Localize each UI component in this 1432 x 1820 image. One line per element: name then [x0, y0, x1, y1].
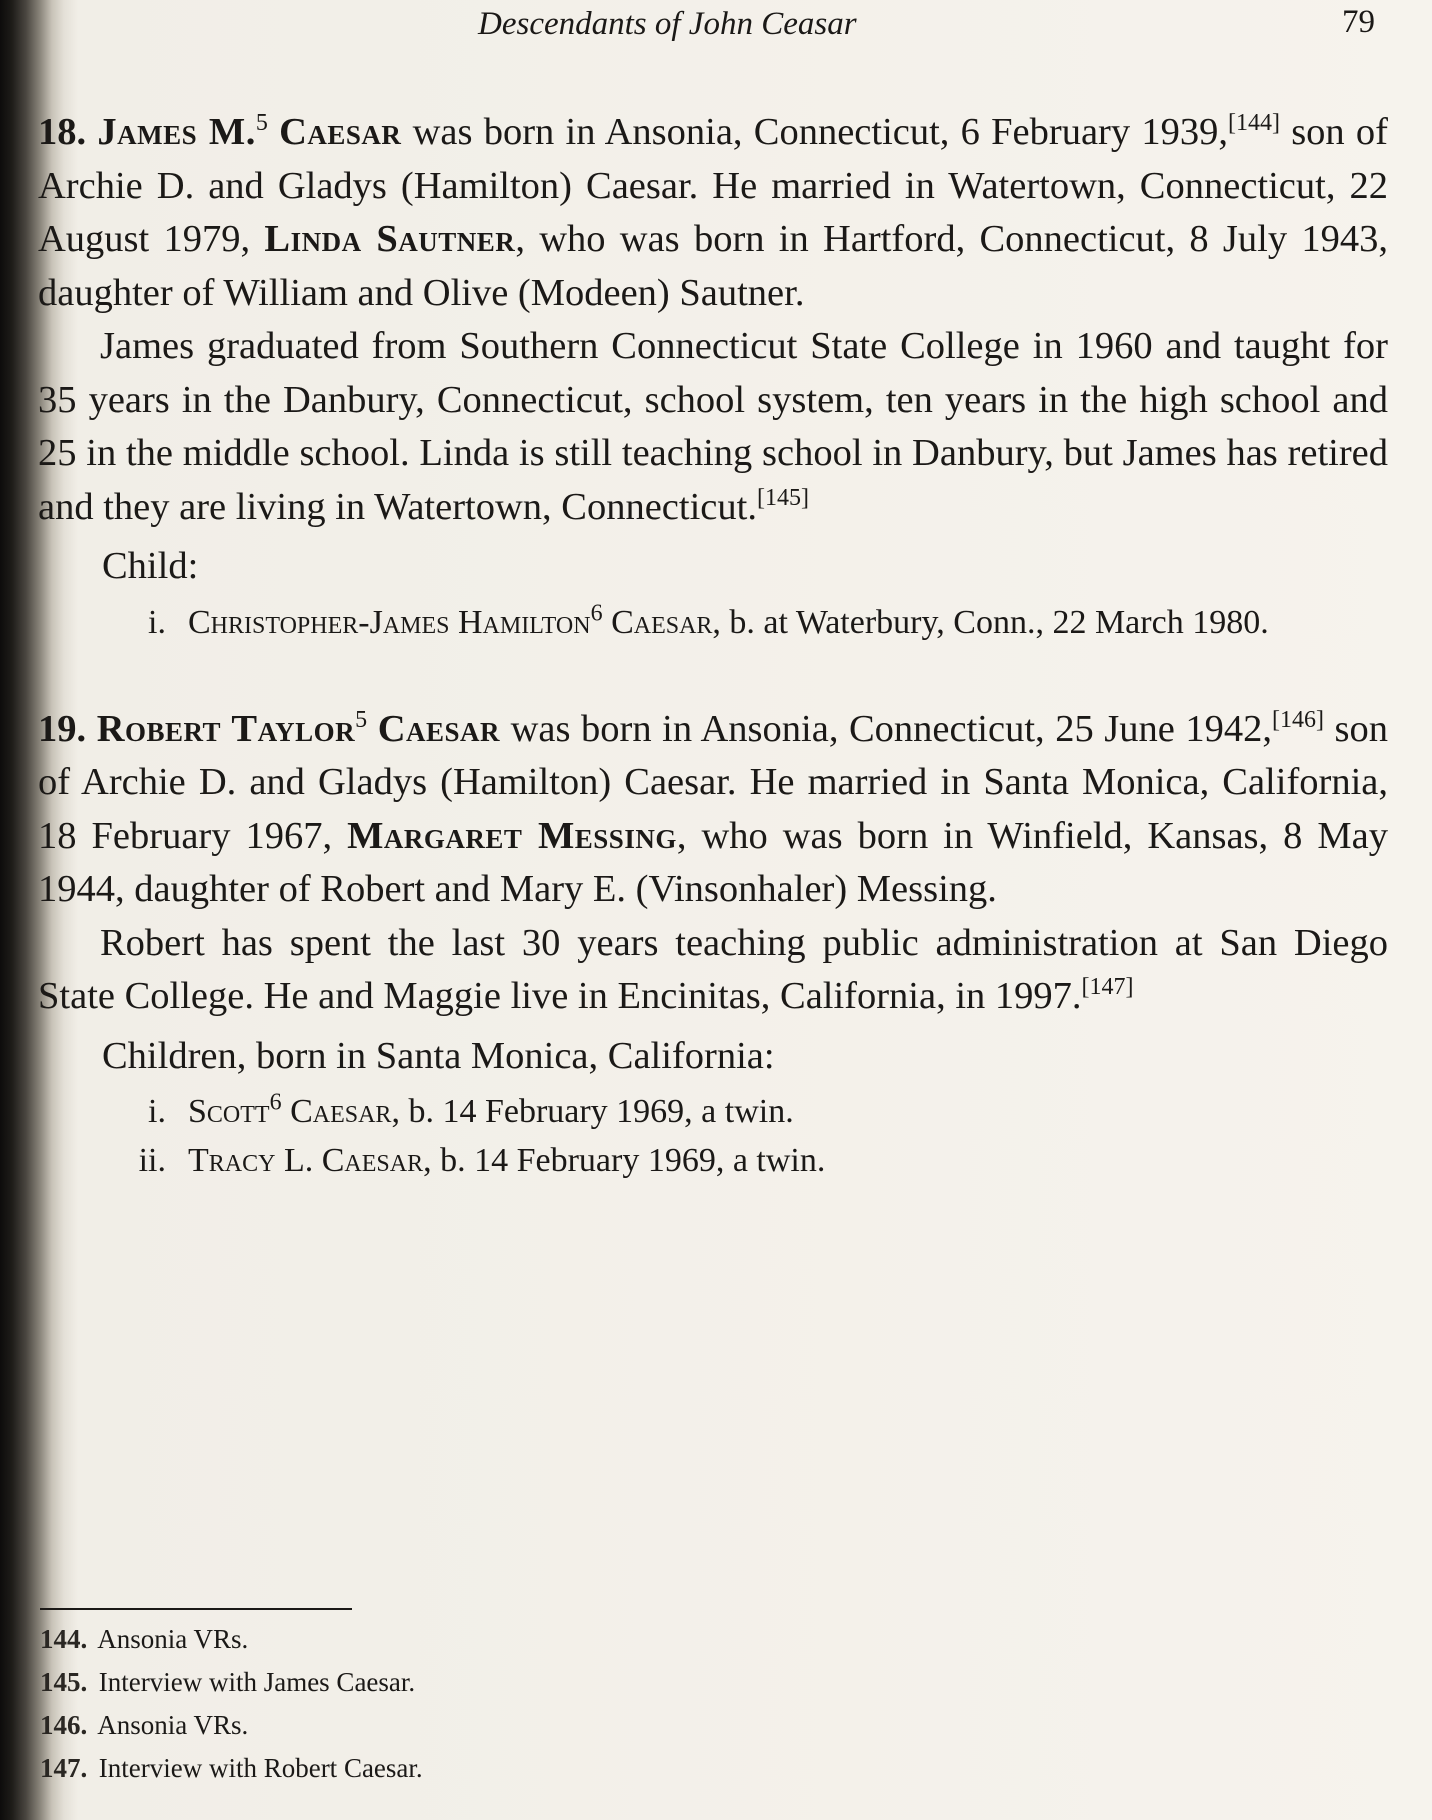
footnote-147 [40, 1747, 740, 1790]
footnote-divider [40, 1608, 352, 1610]
entry-text: , who was born in Hartford, Connecticut, 8 July 1943, daughter of William and Olive (Modeen) Sautner. [38, 218, 1389, 314]
footnote-144 [40, 1618, 740, 1661]
entry-paragraph [38, 703, 1388, 917]
children-heading: Child: [102, 545, 199, 587]
child-given-name: Tracy L. [188, 1142, 314, 1179]
entry-number: 18. [38, 111, 87, 153]
person-name: Robert Taylor [96, 707, 356, 750]
footnote-number: 145. [40, 1667, 88, 1697]
entry-number: 19. [38, 707, 87, 750]
footnote-number: 147. [40, 1753, 88, 1783]
footnote-ref: [146] [1272, 706, 1324, 733]
footnote-ref: [145] [756, 484, 809, 511]
footnote-ref: [147] [1081, 974, 1134, 1001]
child-surname: Caesar [321, 1142, 424, 1179]
children-heading: Children, born in Santa Monica, California: [102, 1034, 775, 1077]
entry-text: was born in Ansonia, Connecticut, 6 February 1939, [401, 111, 1228, 153]
child-details: , b. 14 February 1969, a twin. [423, 1142, 826, 1179]
spouse-name: Linda Sautner [264, 218, 516, 260]
footnote-number: 144. [40, 1624, 88, 1654]
genealogy-entry-18 [38, 106, 1388, 647]
generation-number: 5 [355, 706, 368, 733]
footnote-text: Ansonia VRs. [97, 1710, 249, 1740]
person-name: James M. [97, 111, 256, 153]
entry-paragraph [38, 106, 1388, 320]
child-details: , b. at Waterbury, Conn., 22 March 1980. [712, 603, 1269, 641]
person-surname: Caesar [377, 707, 501, 750]
child-surname: Caesar [290, 1093, 392, 1130]
footnotes [40, 1608, 740, 1790]
entry-text: , who was born in Winfield, Kansas, 8 May 1944, daughter of Robert and Mary E. (Vinsonhaler) Messing. [38, 814, 1388, 910]
child-surname: Caesar [611, 603, 713, 641]
child-roman-numeral: i. [148, 1093, 166, 1130]
child-item [38, 1136, 1378, 1185]
page-body [38, 106, 1388, 1185]
footnote-145 [40, 1661, 740, 1704]
running-title: Descendants of John Ceasar [478, 6, 857, 42]
footnote-146 [40, 1704, 740, 1747]
entry-text: son of Archie D. and Gladys (Hamilton) Caesar. He married in Watertown, Connecticut, 22 August 1979, [38, 111, 1388, 260]
children-list [38, 598, 1388, 647]
child-given-name: Scott [188, 1093, 270, 1130]
entry-paragraph [38, 917, 1388, 1024]
footnote-text: Interview with Robert Caesar. [98, 1753, 423, 1783]
child-item [38, 598, 1378, 647]
child-given-name: Christopher-James Hamilton [188, 603, 591, 641]
child-roman-numeral: ii. [138, 1142, 166, 1179]
entry-text: son of Archie D. and Gladys (Hamilton) Caesar. He married in Santa Monica, California, 18 February 1967, [38, 707, 1389, 857]
entry-paragraph [38, 320, 1388, 534]
person-surname: Caesar [279, 111, 402, 153]
entry-text: Robert has spent the last 30 years teaching public administration at San Diego State College. He and Maggie live in Encinitas, California, in 1997. [38, 921, 1388, 1017]
footnote-text: Ansonia VRs. [97, 1624, 249, 1654]
child-item [38, 1087, 1378, 1136]
child-roman-numeral: i. [148, 603, 166, 641]
entry-text: was born in Ansonia, Connecticut, 25 June 1942, [500, 707, 1272, 750]
footnote-number: 146. [40, 1710, 88, 1740]
generation-number: 6 [590, 600, 603, 627]
footnote-text: Interview with James Caesar. [98, 1667, 416, 1697]
page-number: 79 [1342, 4, 1375, 40]
children-list [38, 1087, 1388, 1185]
spouse-name: Margaret Messing [347, 814, 677, 857]
entry-text: James graduated from Southern Connecticut State College in 1960 and taught for 35 years in the Danbury, Connecticut, school system, ten years in the high school and 25 in the middle school. Linda is still teaching school in Danbury, but James has retired and they are living in Watertown, Connecticut. [38, 325, 1388, 528]
child-details: , b. 14 February 1969, a twin. [391, 1093, 794, 1130]
generation-number: 6 [269, 1089, 282, 1116]
genealogy-entry-19 [38, 703, 1388, 1186]
generation-number: 5 [255, 110, 268, 137]
page-header [0, 4, 1432, 48]
footnote-ref: [144] [1227, 110, 1280, 137]
